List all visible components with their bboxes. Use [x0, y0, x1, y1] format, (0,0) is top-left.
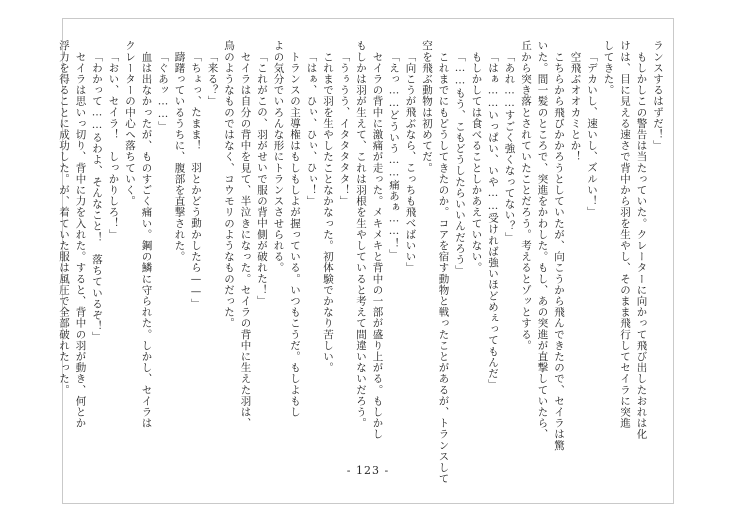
text-line: 「おい、セイラ！ しっかりしろ！」 [107, 51, 120, 240]
text-line: 血は出なかったが、ものすごく痛い。鋼の鱗に守られた。しかし、セイラは [140, 40, 153, 429]
text-line: 「デカいし、速いし、ズルい！」 [586, 51, 598, 218]
text-line: 「はぁ……いっぱい、いや……受ければ強いほどめぇってもんだ」 [487, 51, 499, 390]
text-line: 「はぁ、ひぃ、ひぃ、ひぃ！」 [305, 51, 318, 207]
text-line: 空を飛ぶ動物は初めてだ。 [421, 40, 433, 174]
text-line: 「……もう、こもどうしたらいいんだろう」 [454, 51, 466, 276]
text-line: 「来る？」 [206, 51, 219, 107]
text-line: これまでにもどうしてきたのか。コアを宿す動物と戦ったことがあるが、トランスして [437, 40, 450, 484]
text-line: 浮力を得ることに成功した。が、着ていた服は風圧で全部破れたった。 [58, 40, 70, 396]
text-line: してきた。 [602, 40, 615, 96]
page-number: - 123 - [346, 464, 390, 477]
text-line: 「ちょっ、たまま！ 羽とかどう動かしたら——」 [190, 51, 202, 310]
text-line: けは、目に見える速さで背中から羽を生やし、そのまま飛行してセイラに突進 [619, 40, 631, 429]
text-line: もしかしては食べることしかあえていない。 [470, 40, 483, 274]
text-line: 丘から突き落とされていたことだろう。考えるとゾッとする。 [520, 40, 532, 351]
text-line: 「あれ……すごく強くなってない？」 [503, 51, 516, 243]
text-line: セイラは自分の背中を見て、半泣きになった。セイラの背中に生えた羽は、 [239, 40, 252, 429]
text-line: もしかしこの警告は当たっていた。クレーターに向かって飛び出したおれは化 [635, 40, 648, 440]
text-line: 「わかって……るわよ、そんなこと！ 落ちているぞ！」 [91, 51, 103, 343]
text-line: 「向こうが飛ぶなら、こっちも飛べばいい」 [404, 51, 417, 273]
text-line: 空飛ぶオオカミとか！ [569, 40, 582, 163]
text-line: セイラは思いっ切り、背中に力を入れた。すると、背中の羽が動き、何とか [74, 40, 87, 429]
text-line: 「これがこの、羽がせいで服の背中側が破れた！」 [256, 51, 268, 307]
text-line: これまで羽を生やしたことなかなった。初体験でかなり苦しい。 [322, 40, 334, 373]
text-line: いた。間一髪のところで、突進をかわした。もし、あの突進が直撃していたら、 [536, 40, 549, 440]
text-line: こちらから飛びかかろうとしていたが、向こうから飛んできたので、セイラは驚 [553, 40, 565, 451]
text-line: セイラの背中に激痛が走った。メキメキと背中の一部が盛り上がる。もしかし [371, 40, 384, 440]
text-line: 「うぅうう、イタタタタタ！」 [338, 51, 351, 207]
text-line: 「ぐあッ……」 [157, 51, 169, 132]
text-line: 「えっ……どういう……痛あぁ……！」 [388, 51, 400, 260]
text-line: 躊躇っているうちに、腹部を直撃された。 [173, 40, 186, 262]
text-line: ランスするはずだ！」 [652, 40, 664, 151]
text-line: クレーターの中心へ落ちていく。 [124, 40, 136, 207]
text-line: トランスの主導権はもしもしよが握っている。いつもこうだ。もしよもし [289, 40, 301, 418]
text-line: よの気分でいろんな形にトランスさせられる。 [272, 40, 285, 274]
text-line: 鳥のようなものではなく、コウモリのようなものだった。 [223, 40, 235, 329]
text-line: もしかは羽が生えて、これは羽根を生やしていると考えて間違いないだろう。 [355, 40, 367, 429]
